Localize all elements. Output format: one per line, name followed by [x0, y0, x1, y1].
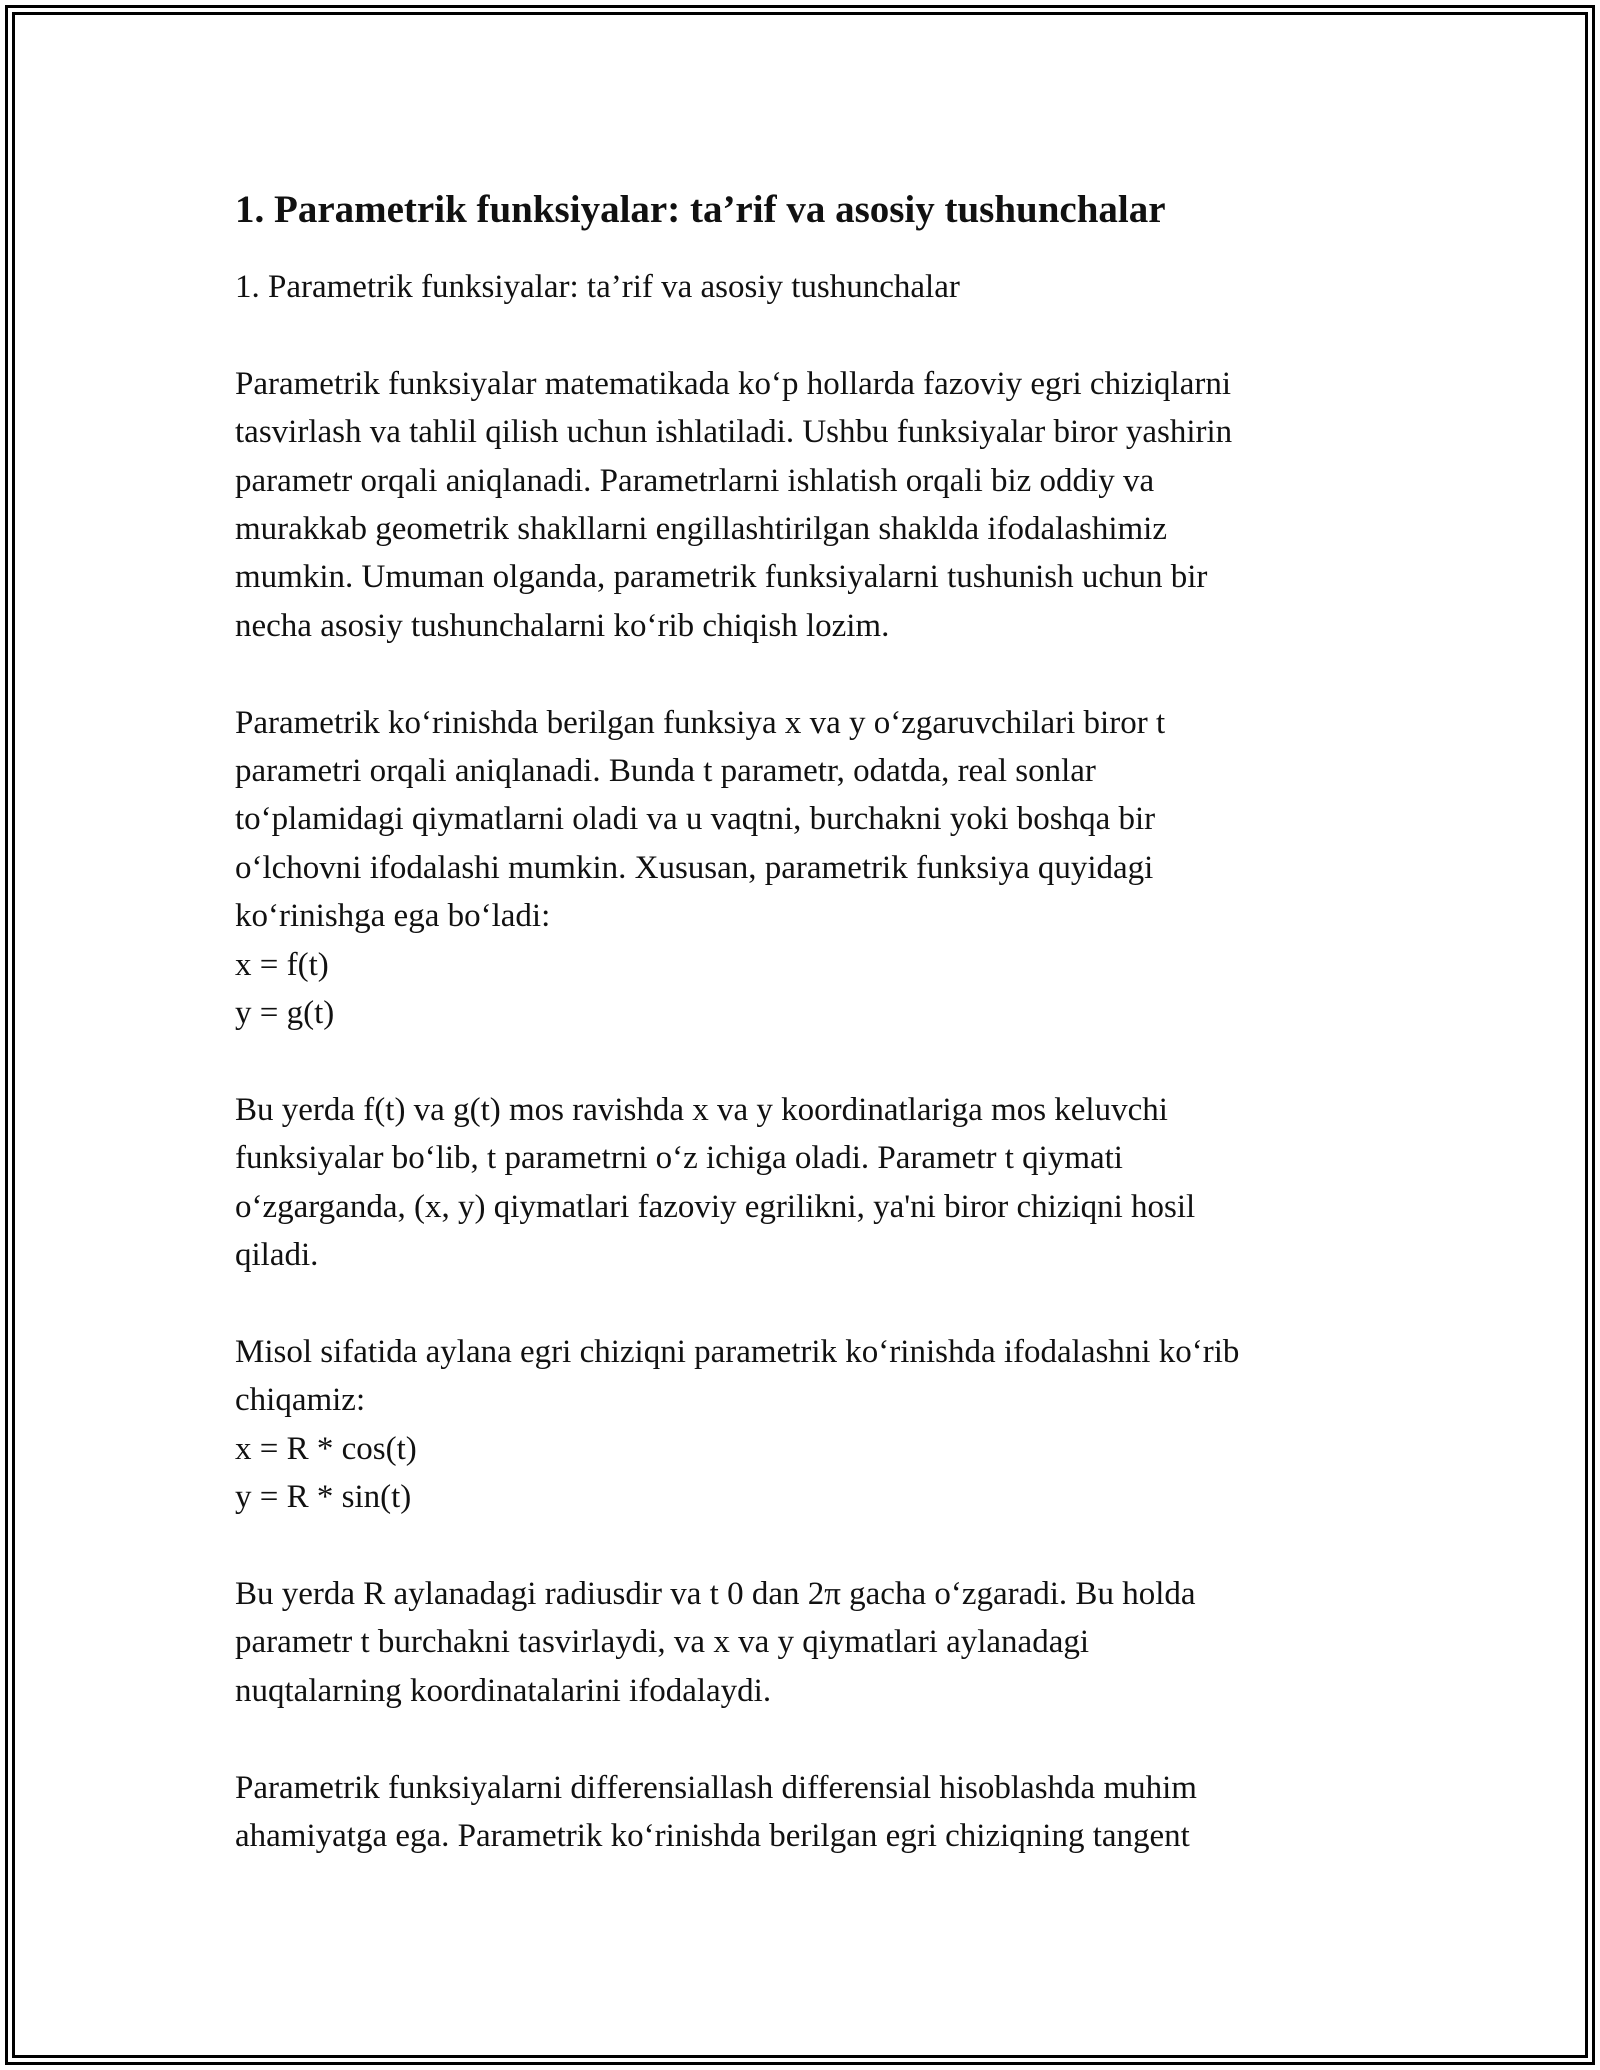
- paragraph-gap: [235, 1279, 1375, 1327]
- paragraph-intro: Parametrik funksiyalar matematikada ko‘p hollarda fazoviy egri chiziqlarni tasvirlash va tahlil qilish uchun ishlatiladi. Ushbu funksiyalar biror yashirin parametr orqali aniqlanadi. Parametrlarni ishlatish orqali biz oddiy va murakkab geometrik shakllarni engillashtirilgan shaklda ifodalashimiz mumkin. Umuman olganda, parametrik funksiyalarni tushunish uchun bir necha asosiy tushunchalarni ko‘rib chiqish lozim.: [235, 365, 1233, 644]
- paragraph-subtitle: 1. Parametrik funksiyalar: ta’rif va asosiy tushunchalar: [235, 269, 960, 305]
- section-heading: 1. Parametrik funksiyalar: ta’rif va asosiy tushunchalar: [235, 188, 1166, 231]
- document-body: [235, 185, 1375, 1860]
- paragraph-gap: [235, 1715, 1375, 1763]
- paragraph-differentiation: Parametrik funksiyalarni differensiallash differensial hisoblashda muhim ahamiyatga ega. Parametrik ko‘rinishda berilgan egri chiziqning tangent: [235, 1769, 1197, 1854]
- paragraph-definition: Parametrik ko‘rinishda berilgan funksiya x va y o‘zgaruvchilari biror t parametri orqali aniqlanadi. Bunda t parametr, odatda, real sonlar to‘plamidagi qiymatlarni oladi va u vaqtni, burchakni yoki boshqa bir o‘lchovni ifodalashi mumkin. Xususan, parametrik funksiya quyidagi ko‘rinishga ega bo‘ladi: x = f(t) y = g(t): [235, 704, 1166, 1032]
- paragraph-radius: Bu yerda R aylanadagi radiusdir va t 0 dan 2π gacha o‘zgaradi. Bu holda parametr t burchakni tasvirlaydi, va x va y qiymatlari aylanadagi nuqtalarning koordinatalarini ifodalaydi.: [235, 1575, 1196, 1709]
- paragraph-gap: [235, 311, 1375, 359]
- paragraph-circle-example: Misol sifatida aylana egri chiziqni parametrik ko‘rinishda ifodalashni ko‘rib chiqamiz: x = R * cos(t) y = R * sin(t): [235, 1333, 1240, 1516]
- paragraph-gap: [235, 1037, 1375, 1085]
- paragraph-gap: [235, 1522, 1375, 1570]
- paragraph-explanation: Bu yerda f(t) va g(t) mos ravishda x va y koordinatlariga mos keluvchi funksiyalar bo‘lib, t parametrni o‘z ichiga oladi. Parametr t qiymati o‘zgarganda, (x, y) qiymatlari fazoviy egrilikni, ya'ni biror chiziqni hosil qiladi.: [235, 1091, 1196, 1274]
- paragraph-gap: [235, 650, 1375, 698]
